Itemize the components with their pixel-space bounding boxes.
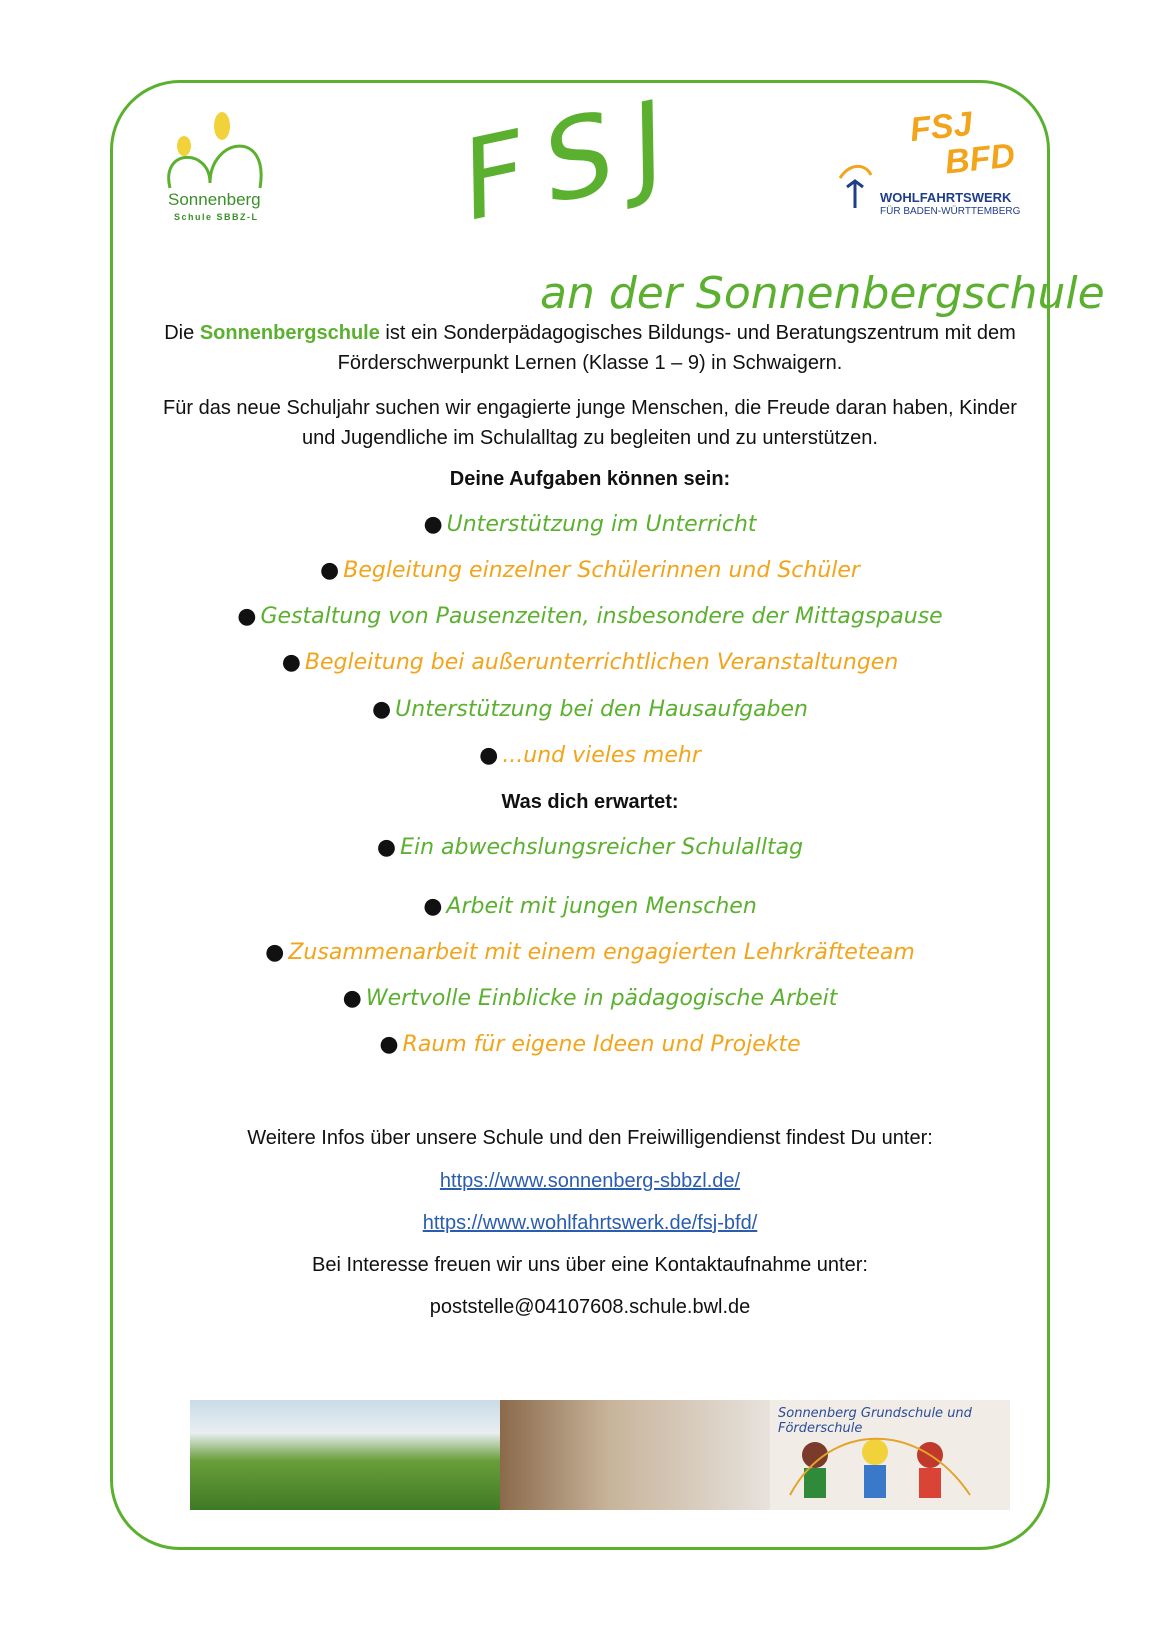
fsj-bfd-logo <box>830 104 1040 228</box>
sonnenberg-logo-icon <box>160 108 290 198</box>
school-building-photo <box>190 1400 500 1510</box>
expect-heading: Was dich erwartet: <box>501 791 679 813</box>
task-item: ● Unterstützung bei den Hausaufgaben <box>371 697 809 722</box>
intro-paragraph <box>150 318 1030 378</box>
sonnenberg-logo <box>160 108 290 228</box>
school-sign-photo <box>770 1400 1010 1510</box>
logo-region: FÜR BADEN-WÜRTTEMBERG <box>880 206 1021 217</box>
task-item: ● Gestaltung von Pausenzeiten, insbesondere der Mittagspause <box>237 604 943 629</box>
intro-pre: Die <box>164 322 200 344</box>
logo-fsj: FSJ <box>908 104 975 150</box>
search-paragraph: Für das neue Schuljahr suchen wir engagierte junge Menschen, die Freude daran haben, Kinder und Jugendliche im Schulalltag zu begleiten und zu unterstützen. <box>163 397 1017 449</box>
expect-item: ● Ein abwechslungsreicher Schulalltag <box>376 835 804 860</box>
title-fsj: FSJ <box>450 73 698 246</box>
email-address: poststelle@04107608.schule.bwl.de <box>429 1296 751 1318</box>
logo-org: WOHLFAHRTSWERK <box>880 190 1012 205</box>
expect-item: ● Zusammenarbeit mit einem engagierten Lehrkräfteteam <box>265 940 915 965</box>
contact-text: Bei Interesse freuen wir uns über eine Kontaktaufnahme unter: <box>312 1254 868 1276</box>
expect-item: ● Wertvolle Einblicke in pädagogische Arbeit <box>342 986 838 1011</box>
intro-school: Sonnenbergschule <box>199 322 380 344</box>
logo-sub: Schule SBBZ-L <box>174 212 259 222</box>
task-item: ● Unterstützung im Unterricht <box>423 512 757 537</box>
task-item: ● Begleitung bei außerunterrichtlichen Veranstaltungen <box>281 650 899 675</box>
children-drawing-icon <box>770 1400 1010 1510</box>
expect-item: ● Raum für eigene Ideen und Projekte <box>379 1032 801 1057</box>
intro-post: ist ein Sonderpädagogisches Bildungs- und Beratungszentrum mit dem Förderschwerpunkt Lernen (Klasse 1 – 9) in Schwaigern. <box>337 322 1016 374</box>
school-photo-strip <box>190 1400 1010 1510</box>
link-sonnenberg[interactable]: https://www.sonnenberg-sbbzl.de/ <box>439 1170 741 1192</box>
info-text: Weitere Infos über unsere Schule und den Freiwilligendienst findest Du unter: <box>247 1127 933 1149</box>
school-facade-photo <box>500 1400 770 1510</box>
task-item: ● ...und vieles mehr <box>479 743 701 768</box>
logo-name: Sonnenberg <box>168 190 261 209</box>
wohlfahrtswerk-icon <box>835 163 875 213</box>
link-wohlfahrtswerk[interactable]: https://www.wohlfahrtswerk.de/fsj-bfd/ <box>422 1212 758 1234</box>
subtitle: an der Sonnenbergschule <box>540 268 1105 319</box>
tasks-heading: Deine Aufgaben können sein: <box>449 468 731 490</box>
task-item: ● Begleitung einzelner Schülerinnen und Schüler <box>320 558 860 583</box>
logo-bfd: BFD <box>943 136 1017 182</box>
expect-item: ● Arbeit mit jungen Menschen <box>423 894 757 919</box>
photo-caption: Sonnenberg Grundschule und Förderschule <box>778 1406 972 1436</box>
